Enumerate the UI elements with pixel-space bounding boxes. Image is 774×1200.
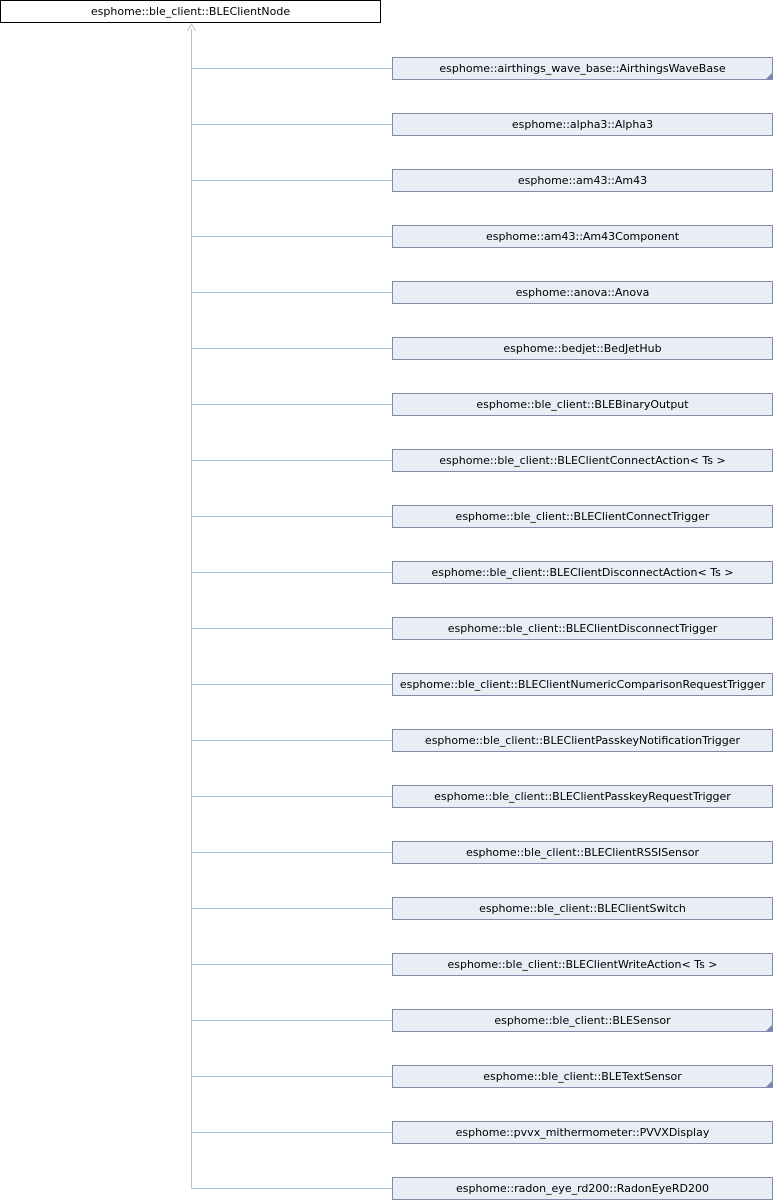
- derived-class-node[interactable]: [392, 505, 773, 528]
- derived-class-label: esphome::am43::Am43Component: [485, 230, 680, 243]
- more-subclasses-icon: [766, 1025, 772, 1031]
- derived-class-label: esphome::ble_client::BLEClientConnectAction< Ts >: [439, 454, 726, 467]
- derived-class-label: esphome::ble_client::BLEClientConnectTrigger: [455, 510, 710, 523]
- derived-class-label: esphome::ble_client::BLEClientNumericComparisonRequestTrigger: [399, 678, 766, 691]
- derived-class-node[interactable]: [392, 673, 773, 696]
- derived-class-label: esphome::bedjet::BedJetHub: [503, 342, 662, 355]
- derived-class-label: esphome::radon_eye_rd200::RadonEyeRD200: [456, 1182, 709, 1195]
- derived-class-label: esphome::ble_client::BLEClientDisconnectAction< Ts >: [431, 566, 734, 579]
- derived-class-node[interactable]: [392, 617, 773, 640]
- derived-class-label: esphome::anova::Anova: [515, 286, 650, 299]
- derived-class-label: esphome::ble_client::BLEBinaryOutput: [476, 398, 689, 411]
- derived-class-node[interactable]: [392, 953, 773, 976]
- derived-class-label: esphome::ble_client::BLEClientRSSISensor: [465, 846, 700, 859]
- derived-class-label: esphome::ble_client::BLEClientDisconnectTrigger: [447, 622, 718, 635]
- derived-class-label: esphome::ble_client::BLESensor: [494, 1014, 671, 1027]
- more-subclasses-icon: [766, 73, 772, 79]
- derived-class-label: esphome::ble_client::BLEClientWriteAction< Ts >: [447, 958, 718, 971]
- derived-class-node[interactable]: [392, 225, 773, 248]
- derived-class-node[interactable]: [392, 729, 773, 752]
- derived-class-node[interactable]: [392, 841, 773, 864]
- derived-class-label: esphome::ble_client::BLEClientPasskeyNotificationTrigger: [424, 734, 741, 747]
- derived-class-node[interactable]: [392, 337, 773, 360]
- base-class-node[interactable]: [0, 0, 381, 23]
- derived-class-label: esphome::ble_client::BLEClientSwitch: [479, 902, 686, 915]
- derived-class-node[interactable]: [392, 1065, 773, 1088]
- derived-class-node[interactable]: [392, 1009, 773, 1032]
- derived-class-node[interactable]: [392, 169, 773, 192]
- derived-class-node[interactable]: [392, 897, 773, 920]
- derived-class-node[interactable]: [392, 449, 773, 472]
- derived-class-label: esphome::airthings_wave_base::AirthingsWaveBase: [439, 62, 726, 75]
- derived-class-node[interactable]: [392, 561, 773, 584]
- derived-class-label: esphome::ble_client::BLEClientPasskeyRequestTrigger: [434, 790, 731, 803]
- derived-class-label: esphome::alpha3::Alpha3: [511, 118, 654, 131]
- derived-class-node[interactable]: [392, 393, 773, 416]
- base-class-label: esphome::ble_client::BLEClientNode: [90, 5, 291, 18]
- derived-class-node[interactable]: [392, 281, 773, 304]
- derived-class-label: esphome::ble_client::BLETextSensor: [483, 1070, 682, 1083]
- more-subclasses-icon: [766, 1081, 772, 1087]
- derived-class-node[interactable]: [392, 113, 773, 136]
- derived-class-node[interactable]: [392, 57, 773, 80]
- derived-class-node[interactable]: [392, 1177, 773, 1200]
- derived-class-label: esphome::am43::Am43: [517, 174, 648, 187]
- derived-class-node[interactable]: [392, 785, 773, 808]
- derived-class-node[interactable]: [392, 1121, 773, 1144]
- derived-class-label: esphome::pvvx_mithermometer::PVVXDisplay: [455, 1126, 710, 1139]
